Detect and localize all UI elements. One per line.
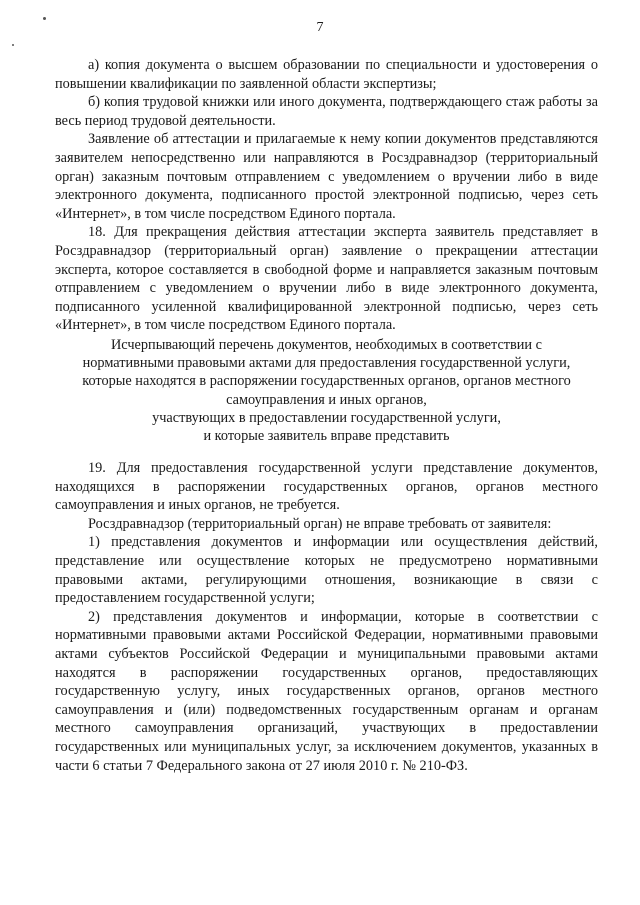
heading-line: участвующих в предоставлении государственной услуги, <box>152 409 501 426</box>
paragraph-item-a: а) копия документа о высшем образовании по специальности и удостоверения о повышении квалификации по заявленной области экспертизы; <box>55 57 598 92</box>
heading-line: и которые заявитель вправе представить <box>203 428 450 445</box>
scan-speck <box>12 44 14 46</box>
paragraph-prohibition-item-2: 2) представления документов и информации, которые в соответствии с нормативными правовыми актами Российской Федерации, нормативными правовыми актами субъектов Российской Федерации и муниципальными правовыми актами находятся в распоряжении государственных органов, предоставляющих государственную услугу, иных государственных органов, органов местного самоуправления и (или) подведомственных государственным органам и органам местного самоуправления организаций, участвующих в предоставлении государственных или муниципальных услуг, за исключением документов, указанных в части 6 статьи 7 Федерального закона от 27 июля 2010 г. № 210-ФЗ. <box>55 608 598 774</box>
section-heading <box>55 336 598 445</box>
paragraph-application-submission: Заявление об аттестации и прилагаемые к нему копии документов представляются заявителем непосредственно или направляются в Росздравнадзор (территориальный орган) заказным почтовым отправлением с уведомлением о вручении либо в виде электронного документа, подписанного простой электронной подписью, через сеть «Интернет», в том числе посредством Единого портала. <box>55 131 598 222</box>
paragraph-clause-19: 19. Для предоставления государственной услуги представление документов, находящихся в распоряжении государственных органов, органов местного самоуправления и иных органов, не требуется. <box>55 460 598 514</box>
heading-line: которые находятся в распоряжении государственных органов, органов местного <box>82 373 571 390</box>
heading-line: самоуправления и иных органов, <box>226 391 427 408</box>
paragraph-item-b: б) копия трудовой книжки или иного документа, подтверждающего стаж работы за весь период трудовой деятельности. <box>55 94 598 129</box>
paragraph-clause-18: 18. Для прекращения действия аттестации эксперта заявитель представляет в Росздравнадзор (территориальный орган) заявление о прекращении аттестации эксперта, которое составляется в свободной форме и направляется заказным почтовым отправлением с уведомлением о вручении либо в виде электронного документа, подписанного усиленной квалифицированной электронной подписью, через сеть «Интернет», в том числе посредством Единого портала. <box>55 224 598 334</box>
heading-line: Исчерпывающий перечень документов, необходимых в соответствии с <box>110 337 543 353</box>
scan-speck <box>43 17 46 20</box>
heading-line: нормативными правовыми актами для предоставления государственной услуги, <box>82 355 571 372</box>
section-requirements <box>55 459 598 775</box>
section-documents-list <box>55 56 598 335</box>
paragraph-prohibition-intro: Росздравнадзор (территориальный орган) не вправе требовать от заявителя: <box>88 515 552 532</box>
paragraph-prohibition-item-1: 1) представления документов и информации или осуществления действий, представление или осуществление которых не предусмотрено нормативными правовыми актами, регулирующими отношения, возникающие в связи с предоставлением государственной услуги; <box>55 534 598 607</box>
page-number: 7 <box>316 20 324 35</box>
